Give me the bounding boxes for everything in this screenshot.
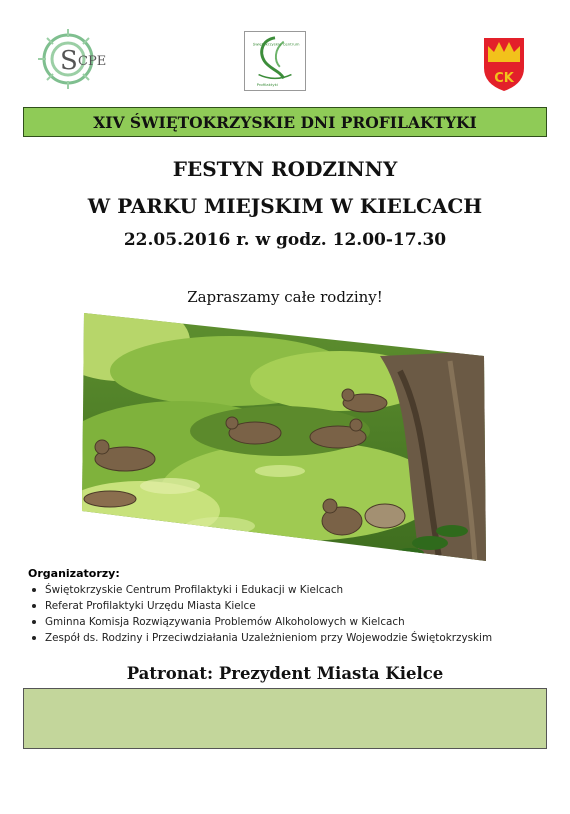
list-item: Świętokrzyskie Centrum Profilaktyki i Edukacji w Kielcach bbox=[30, 582, 492, 598]
page-title: FESTYN RODZINNY bbox=[172, 157, 398, 181]
list-item: Zespół ds. Rodziny i Przeciwdziałania Uzależnieniom przy Wojewodzie Świętokrzyskim bbox=[30, 630, 492, 646]
organizers-heading: Organizatorzy: bbox=[28, 567, 120, 580]
svg-text:S: S bbox=[60, 46, 78, 76]
list-item: Gminna Komisja Rozwiązywania Problemów Alkoholowych w Kielcach bbox=[30, 614, 492, 630]
organizers-list bbox=[30, 582, 492, 646]
patronage-text: Patronat: Prezydent Miasta Kielce bbox=[126, 664, 444, 683]
invitation-text: Zapraszamy całe rodziny! bbox=[187, 288, 383, 306]
svg-text:CPE: CPE bbox=[78, 54, 107, 69]
event-banner: XIV ŚWIĘTOKRZYSKIE DNI PROFILAKTYKI bbox=[23, 107, 547, 137]
bottom-green-box bbox=[23, 688, 547, 749]
kielce-crest-logo bbox=[480, 34, 528, 92]
svg-text:CK: CK bbox=[494, 71, 514, 86]
page-subtitle: W PARKU MIEJSKIM W KIELCACH bbox=[87, 194, 483, 218]
svg-text:Profilaktyki: Profilaktyki bbox=[256, 82, 278, 88]
ducks-photo bbox=[80, 311, 488, 563]
svg-text:Świętokrzyskie Centrum: Świętokrzyskie Centrum bbox=[252, 41, 300, 47]
scpe-logo bbox=[36, 27, 114, 91]
list-item: Referat Profilaktyki Urzędu Miasta Kielce bbox=[30, 598, 492, 614]
event-date: 22.05.2016 r. w godz. 12.00-17.30 bbox=[123, 230, 447, 250]
center-logo bbox=[244, 31, 306, 91]
